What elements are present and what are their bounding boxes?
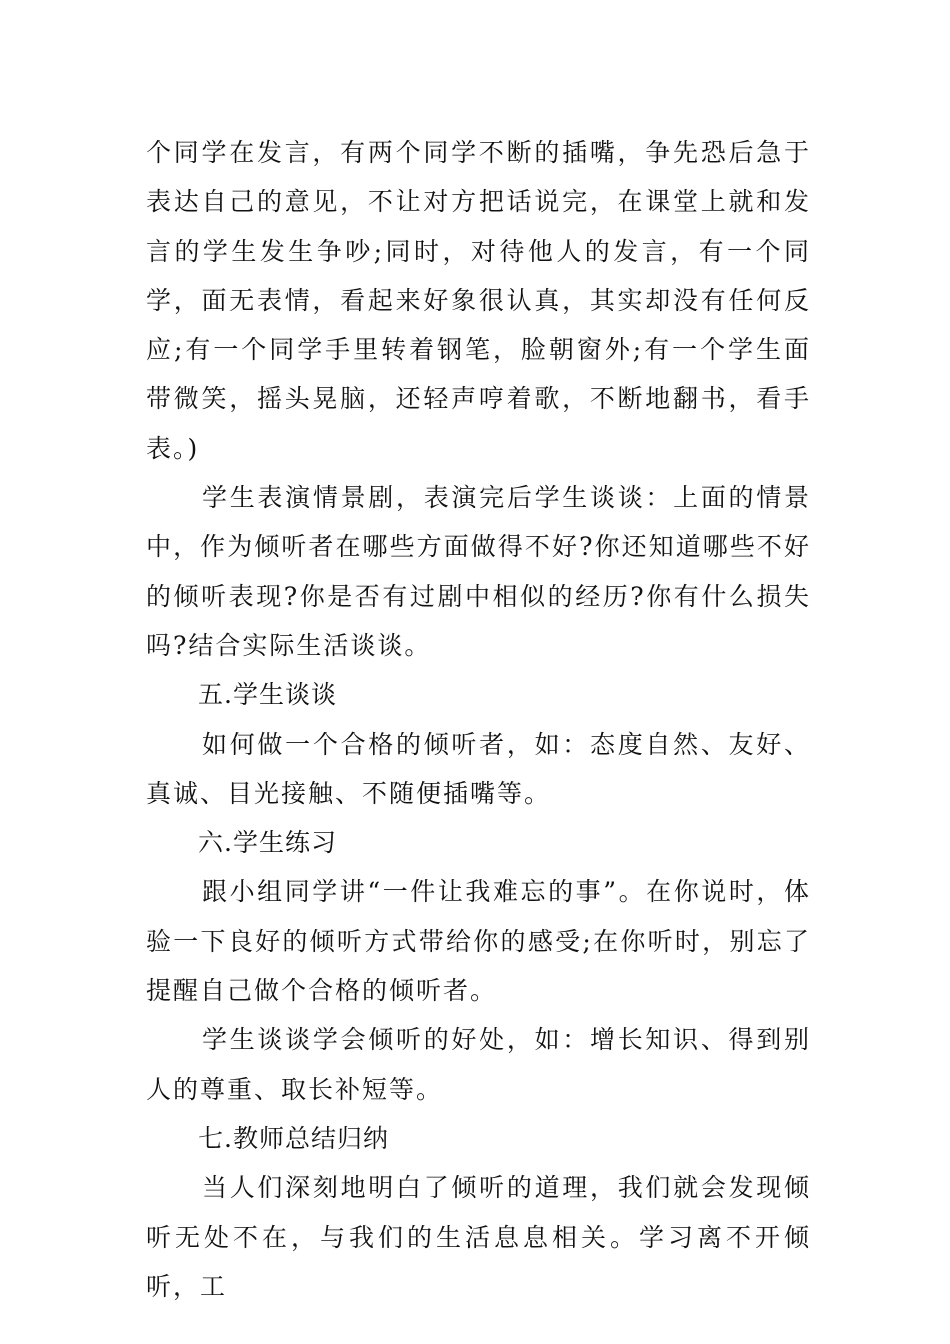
paragraph-benefits: 学生谈谈学会倾听的好处，如：增长知识、得到别人的尊重、取长补短等。 — [146, 1025, 811, 1104]
paragraph-good-listener: 如何做一个合格的倾听者，如：态度自然、友好、真诚、目光接触、不随便插嘴等。 — [146, 729, 811, 808]
paragraph-practice: 跟小组同学讲“一件让我难忘的事”。在你说时，体验一下良好的倾听方式带给你的感受;在你听时，别忘了提醒自己做个合格的倾听者。 — [146, 877, 811, 1006]
section-heading-5: 五.学生谈谈 — [198, 680, 337, 710]
paragraph-skit-discussion: 学生表演情景剧，表演完后学生谈谈：上面的情景中，作为倾听者在哪些方面做得不好?你还知道哪些不好的倾听表现?你是否有过剧中相似的经历?你有什么损失吗?结合实际生活谈谈。 — [146, 483, 811, 660]
document-body — [146, 128, 811, 1311]
section-heading-7: 七.教师总结归纳 — [198, 1123, 389, 1153]
section-heading-6: 六.学生练习 — [198, 828, 337, 858]
paragraph-continuation: 个同学在发言，有两个同学不断的插嘴，争先恐后急于表达自己的意见，不让对方把话说完，在课堂上就和发言的学生发生争吵;同时，对待他人的发言，有一个同学，面无表情，看起来好象很认真，其实却没有任何反应;有一个同学手里转着钢笔，脸朝窗外;有一个学生面带微笑，摇头晃脑，还轻声哼着歌，不断地翻书，看手表。) — [146, 138, 811, 463]
paragraph-summary: 当人们深刻地明白了倾听的道理，我们就会发现倾听无处不在，与我们的生活息息相关。学习离不开倾听，工 — [146, 1173, 811, 1301]
